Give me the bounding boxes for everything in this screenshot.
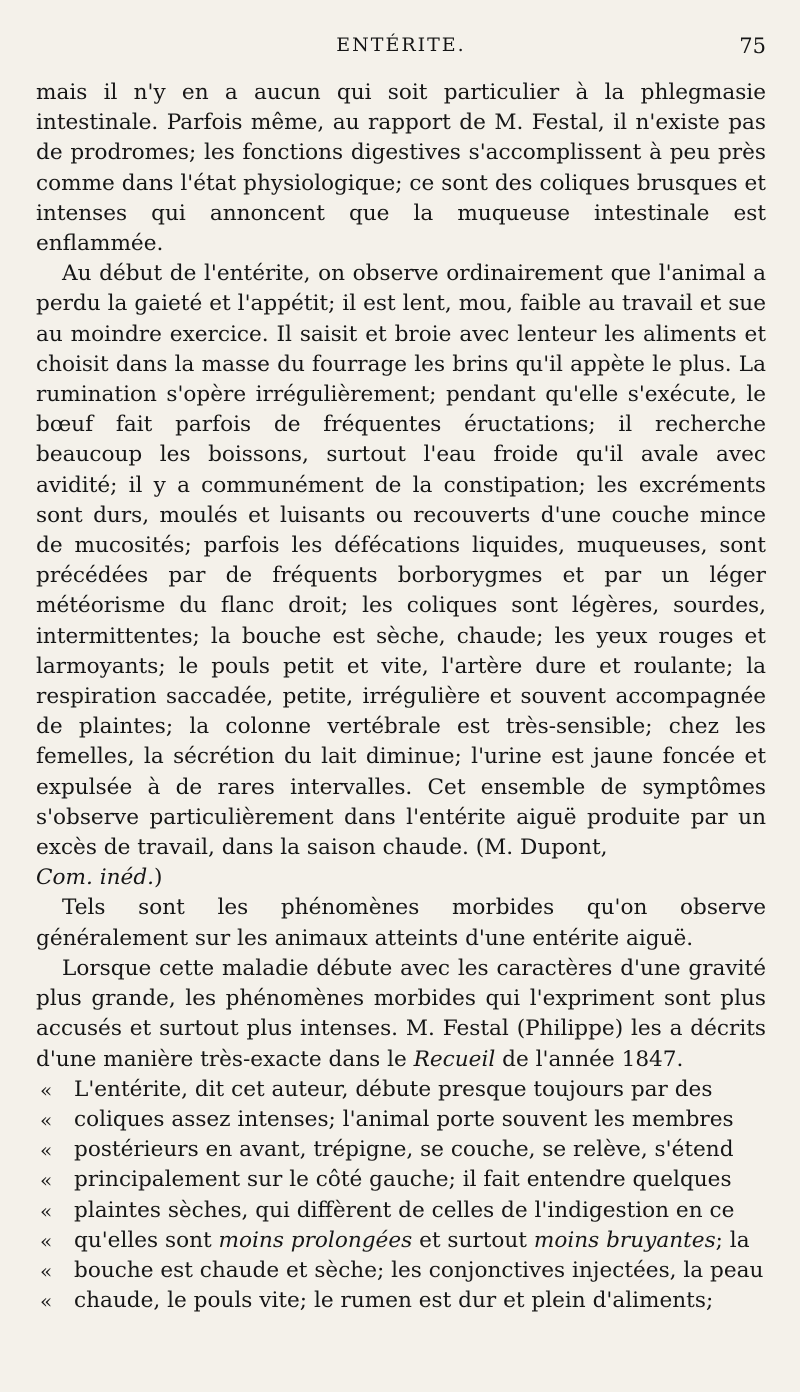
paragraph-summary: Tels sont les phénomènes morbides qu'on observe généralement sur les animaux atteints d'une entérite aiguë. xyxy=(36,895,766,951)
paragraph-gravity-end: de l'année 1847. xyxy=(502,1046,684,1072)
quote-mark: « xyxy=(40,1289,53,1314)
paragraph-symptoms xyxy=(36,259,766,893)
quote-line-text: principalement sur le côté gauche; il fait entendre quelques xyxy=(74,1167,732,1193)
quote-line-text: postérieurs en avant, trépigne, se couche, se relève, s'étend xyxy=(74,1137,734,1163)
quote-line-text: ; la xyxy=(715,1227,750,1253)
quote-mark: « xyxy=(40,1198,53,1223)
body-text xyxy=(36,78,766,1316)
quote-emphasis: moins prolongées xyxy=(218,1227,413,1253)
quote-line xyxy=(36,1165,766,1195)
quote-line xyxy=(36,1075,766,1105)
paragraph-symptoms-text: Au début de l'entérite, on observe ordinairement que l'animal a perdu la gaieté et l'appétit; il est lent, mou, faible au travail et sue au moindre exercice. Il saisit et broie avec lenteur les aliments et choisit dans la masse du fourrage les brins qu'il appète le plus. La rumination s'opère irrégulièrement; pendant qu'elle s'exécute, le bœuf fait parfois de fréquentes éructations; il recherche beaucoup les boissons, surtout l'eau froide qu'il avale avec avidité; il y a communément de la constipation; les excréments sont durs, moulés et luisants ou recouverts d'une couche mince de mucosités; parfois les défécations liquides, muqueuses, sont précédées par de fréquents borborygmes et par un léger météorisme du flanc droit; les coliques sont légères, sourdes, intermittentes; la bouche est sèche, chaude; les yeux rouges et larmoyants; le pouls petit et vite, l'artère dure et roulante; la respiration saccadée, petite, irrégulière et souvent accompagnée de plaintes; la colonne vertébrale est très-sensible; chez les femelles, la sécrétion du lait diminue; l'urine est jaune foncée et expulsée à de rares intervalles. Cet ensemble de symptômes s'observe particulièrement dans l'entérite aiguë produite par un excès de travail, dans la saison chaude. (M. Dupont, xyxy=(36,261,766,861)
paragraph-gravity xyxy=(36,954,766,1075)
quote-line-text: L'entérite, dit cet auteur, débute presque toujours par des xyxy=(74,1076,713,1102)
quote-line xyxy=(36,1196,766,1226)
paragraph-gravity-text: Lorsque cette maladie débute avec les caractères d'une gravité plus grande, les phénomènes morbides qui l'expriment sont plus accusés et surtout plus intenses. M. Festal (Philippe) les a décrits d'une manière très-exacte dans le xyxy=(36,955,766,1072)
quote-line xyxy=(36,1135,766,1165)
quotation xyxy=(36,1075,766,1317)
quote-mark: « xyxy=(40,1258,53,1283)
quote-mark: « xyxy=(40,1138,53,1163)
quote-mark: « xyxy=(40,1107,53,1132)
quote-mark: « xyxy=(40,1228,53,1253)
citation-close: ) xyxy=(154,865,163,891)
citation: Com. inéd. xyxy=(36,865,155,891)
quote-line-text: et surtout xyxy=(419,1227,527,1253)
quote-line-text: qu'elles sont xyxy=(74,1227,212,1253)
recueil-title: Recueil xyxy=(413,1046,496,1072)
page-header xyxy=(36,30,766,78)
quote-mark: « xyxy=(40,1077,53,1102)
quote-line xyxy=(36,1256,766,1286)
quote-line-text: chaude, le pouls vite; le rumen est dur et plein d'aliments; xyxy=(74,1288,714,1314)
quote-line xyxy=(36,1286,766,1316)
quote-emphasis: moins bruyantes xyxy=(533,1227,716,1253)
quote-line-text: plaintes sèches, qui diffèrent de celles de l'indigestion en ce xyxy=(74,1197,735,1223)
quote-line-text: bouche est chaude et sèche; les conjonctives injectées, la peau xyxy=(74,1257,764,1283)
quote-line-text: coliques assez intenses; l'animal porte souvent les membres xyxy=(74,1106,734,1132)
quote-line xyxy=(36,1105,766,1135)
quote-line xyxy=(36,1226,766,1256)
running-title: ENTÉRITE. xyxy=(336,34,466,56)
page-number: 75 xyxy=(739,34,766,58)
paragraph-continued: mais il n'y en a aucun qui soit particulier à la phlegmasie intestinale. Parfois même, au rapport de M. Festal, il n'existe pas de prodromes; les fonctions digestives s'accomplissent à peu près comme dans l'état physiologique; ce sont des coliques brusques et intenses qui annoncent que la muqueuse intestinale est enflammée. xyxy=(36,80,766,257)
quote-mark: « xyxy=(40,1168,53,1193)
